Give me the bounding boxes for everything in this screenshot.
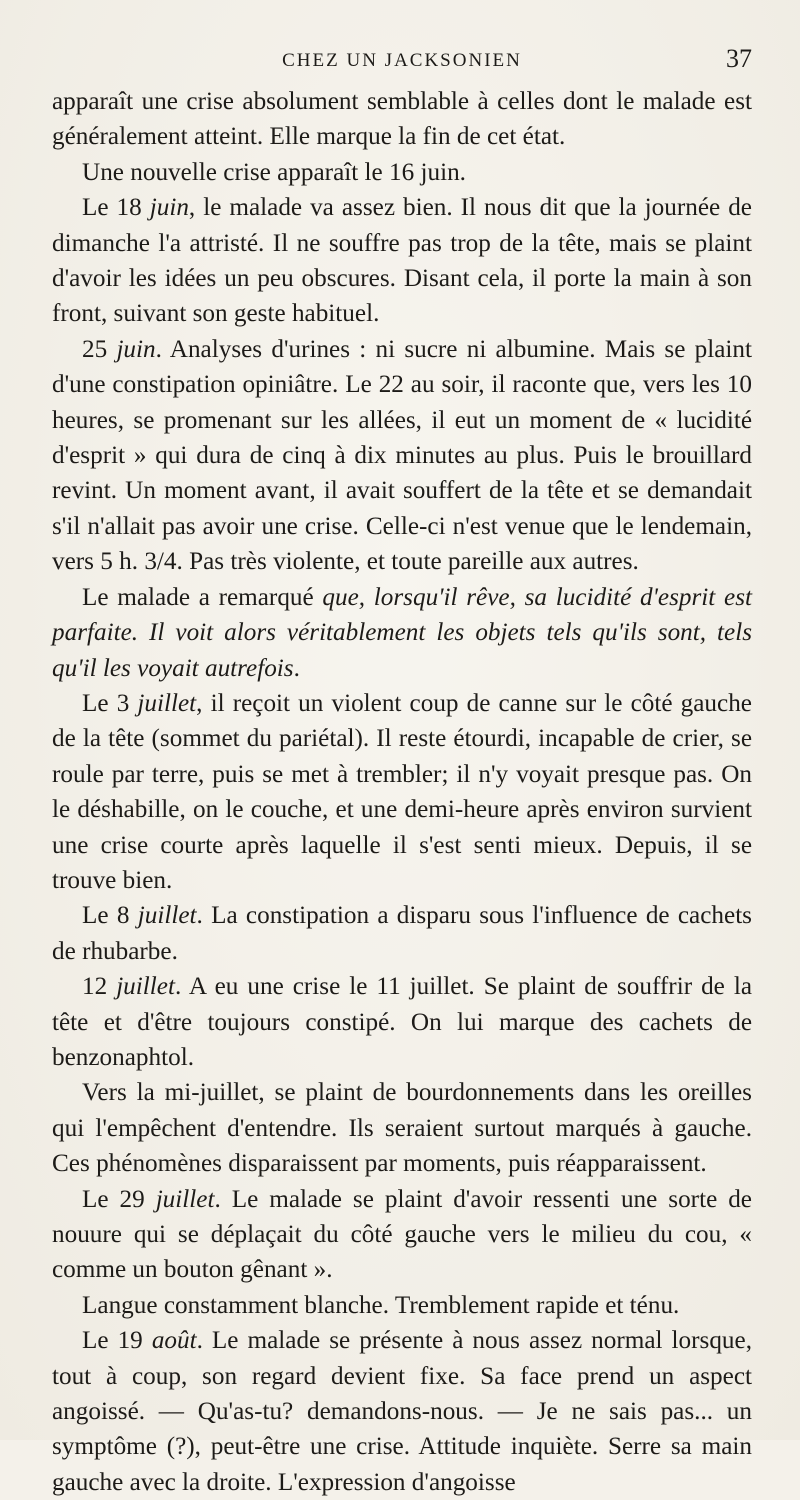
text-run: Langue constamment blanche. Tremblement rapide et ténu. [82,1291,680,1319]
paragraph [52,332,752,580]
paragraph [52,155,752,190]
paragraph [52,580,752,686]
text-run: . A eu une crise le 11 juillet. Se plaint de souffrir de la tête et d'être toujours constipé. On lui marque des cachets de benzonaphtol. [52,973,753,1071]
body-text [52,84,752,1500]
paragraph [52,898,752,969]
text-run: 12 [82,973,117,1001]
italic-text: juillet [155,1185,215,1213]
page-number: 37 [726,44,752,73]
italic-text: juillet [137,689,197,717]
text-run: Le malade a remarqué [82,583,323,611]
text-run: . Le malade se présente à nous assez normal lorsque, tout à coup, son regard devient fixe. Sa face prend un aspect angoissé. — Qu'as-tu? demandons-nous. — Je ne sais pas... un symptôme (?), peut-être une crise. Attitude inquiète. Serre sa main gauche avec la droite. L'expression d'angoisse [52,1327,752,1496]
text-run: . Le malade se plaint d'avoir ressenti une sorte de nouure qui se déplaçait du côté gauche vers le milieu du cou, « comme un bouton gênant ». [52,1185,752,1284]
text-run: Le 3 [82,689,138,717]
text-run: Le 18 [82,194,150,222]
text-run: . La constipation a disparu sous l'influence de cachets de rhubarbe. [52,902,752,965]
italic-text: juin [116,335,156,363]
italic-text: que, lorsqu'il rêve, sa lucidité d'esprit est parfaite. Il voit alors véritablement les objets tels qu'ils sont, tels qu'il les voyait autrefois [52,583,752,682]
text-run: apparaît une crise absolument semblable à celles dont le malade est généralement atteint. Elle marque la fin de cet état. [52,88,752,151]
paragraph [52,190,752,332]
page-header [52,44,752,78]
paragraph [52,686,752,898]
text-run: Le 8 [82,902,138,930]
italic-text: juillet [116,973,175,1001]
text-run: , le malade va assez bien. Il nous dit que la journée de dimanche l'a attristé. Il ne souffre pas trop de la tête, mais se plaint d'avoir les idées un peu obscures. Disant cela, il porte la main à son front, suivant son geste habituel. [52,194,752,328]
text-run: Le 19 [82,1327,152,1355]
text-run: , il reçoit un violent coup de canne sur le côté gauche de la tête (sommet du pariétal). Il reste étourdi, incapable de crier, se roule par terre, puis se met à trembler; il n'y voyait presque pas. On le déshabille, on le couche, et une demi-heure après environ survient une crise courte après laquelle il s'est senti mieux. Depuis, il se trouve bien. [52,689,752,894]
paragraph [52,1288,752,1323]
text-run: 25 [82,335,117,363]
text-run: Le 29 [82,1185,156,1213]
italic-text: juillet [137,902,197,930]
text-run: . Analyses d'urines : ni sucre ni albumine. Mais se plaint d'une constipation opiniâtre. Le 22 au soir, il raconte que, vers les 10 heures, se promenant sur les allées, il eut un moment de « lucidité d'esprit » qui dura de cinq à dix minutes au plus. Puis le brouillard revint. Un moment avant, il avait souffert de la tête et se demandait s'il n'allait pas avoir une crise. Celle-ci n'est venue que le lendemain, vers 5 h. 3/4. Pas très violente, et toute pareille aux autres. [52,335,753,576]
italic-text: juin [149,194,189,222]
paragraph [52,1323,752,1500]
text-run: Une nouvelle crise apparaît le 16 juin. [82,158,466,186]
paragraph [52,969,752,1075]
paragraph [52,84,752,155]
paragraph [52,1075,752,1181]
running-head: CHEZ UN JACKSONIEN [282,50,522,71]
text-run: . [293,654,300,682]
paragraph [52,1182,752,1288]
italic-text: août [151,1327,197,1355]
text-run: Vers la mi-juillet, se plaint de bourdonnements dans les oreilles qui l'empêchent d'entendre. Ils seraient surtout marqués à gauche. Ces phénomènes disparaissent par moments, puis réapparaissent. [52,1079,752,1178]
